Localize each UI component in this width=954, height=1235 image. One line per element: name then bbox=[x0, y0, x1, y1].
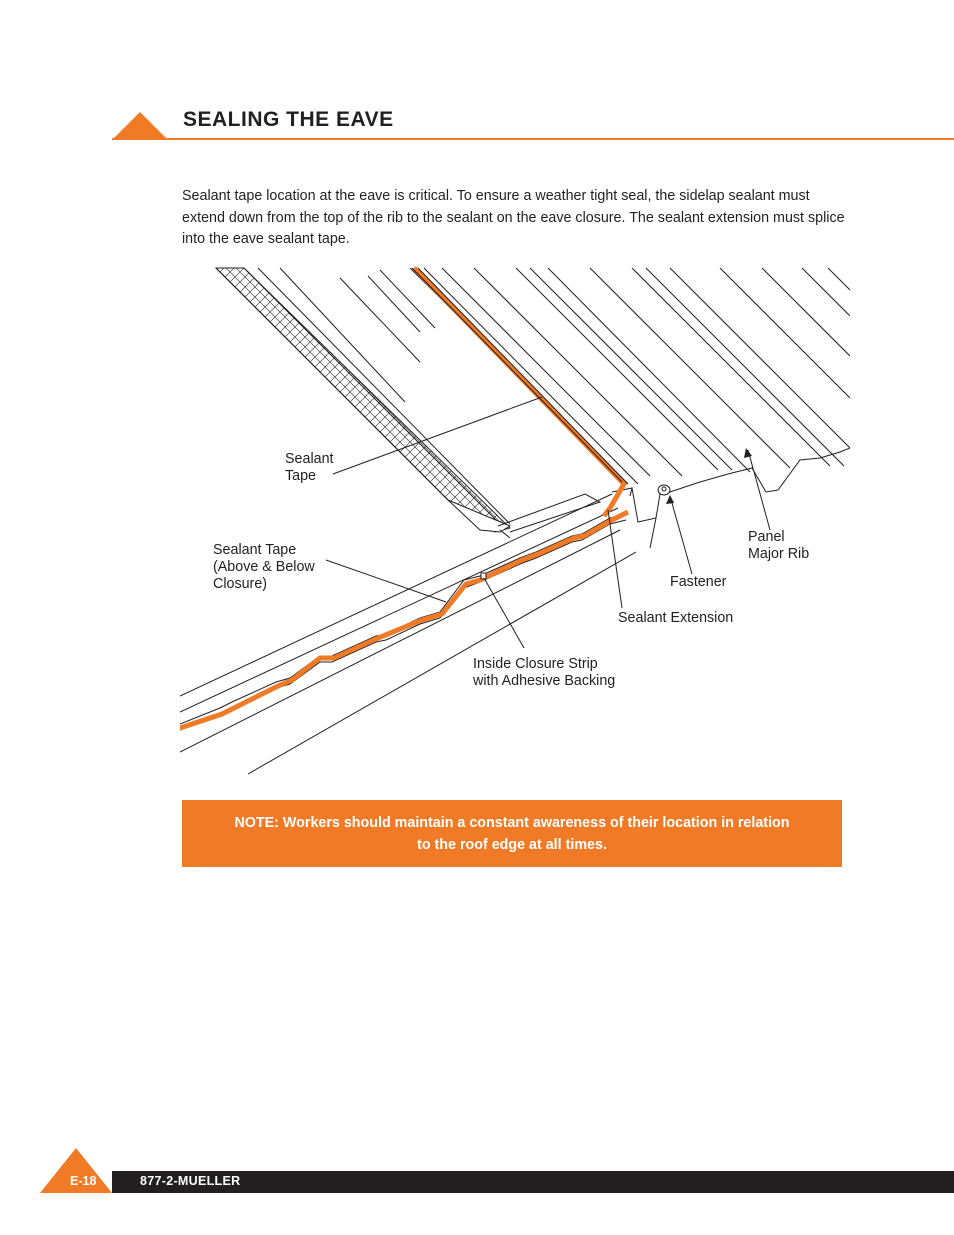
label-panel-major-rib: Panel Major Rib bbox=[748, 529, 810, 562]
header-triangle-icon bbox=[112, 112, 168, 140]
header-rule bbox=[112, 138, 954, 140]
safety-note bbox=[182, 800, 842, 867]
label-sealant-extension: Sealant Extension bbox=[618, 610, 734, 626]
page-title: SEALING THE EAVE bbox=[183, 108, 394, 131]
intro-paragraph: Sealant tape location at the eave is critical. To ensure a weather tight seal, the sidelap sealant must extend down from the top of the rib to the sealant on the eave closure. The sealant extension must splice into the eave sealant tape. bbox=[182, 188, 845, 247]
label-sealant-tape: Sealant Tape bbox=[285, 451, 334, 484]
page-number: E-18 bbox=[70, 1174, 97, 1188]
eave-diagram-drawing bbox=[180, 262, 850, 782]
insulation-hatch bbox=[216, 268, 510, 532]
eave-diagram bbox=[180, 262, 850, 782]
footer-phone: 877-2-MUELLER bbox=[140, 1174, 241, 1188]
intro-text bbox=[182, 186, 848, 251]
safety-note-text: NOTE: Workers should maintain a constant awareness of their location in relation to the roof edge at all times. bbox=[234, 814, 790, 853]
label-fastener: Fastener bbox=[670, 574, 727, 590]
label-inside-closure-strip: Inside Closure Strip with Adhesive Backing bbox=[473, 656, 616, 689]
fastener-icon bbox=[658, 485, 670, 495]
label-sealant-tape-closure: Sealant Tape (Above & Below Closure) bbox=[213, 542, 315, 592]
